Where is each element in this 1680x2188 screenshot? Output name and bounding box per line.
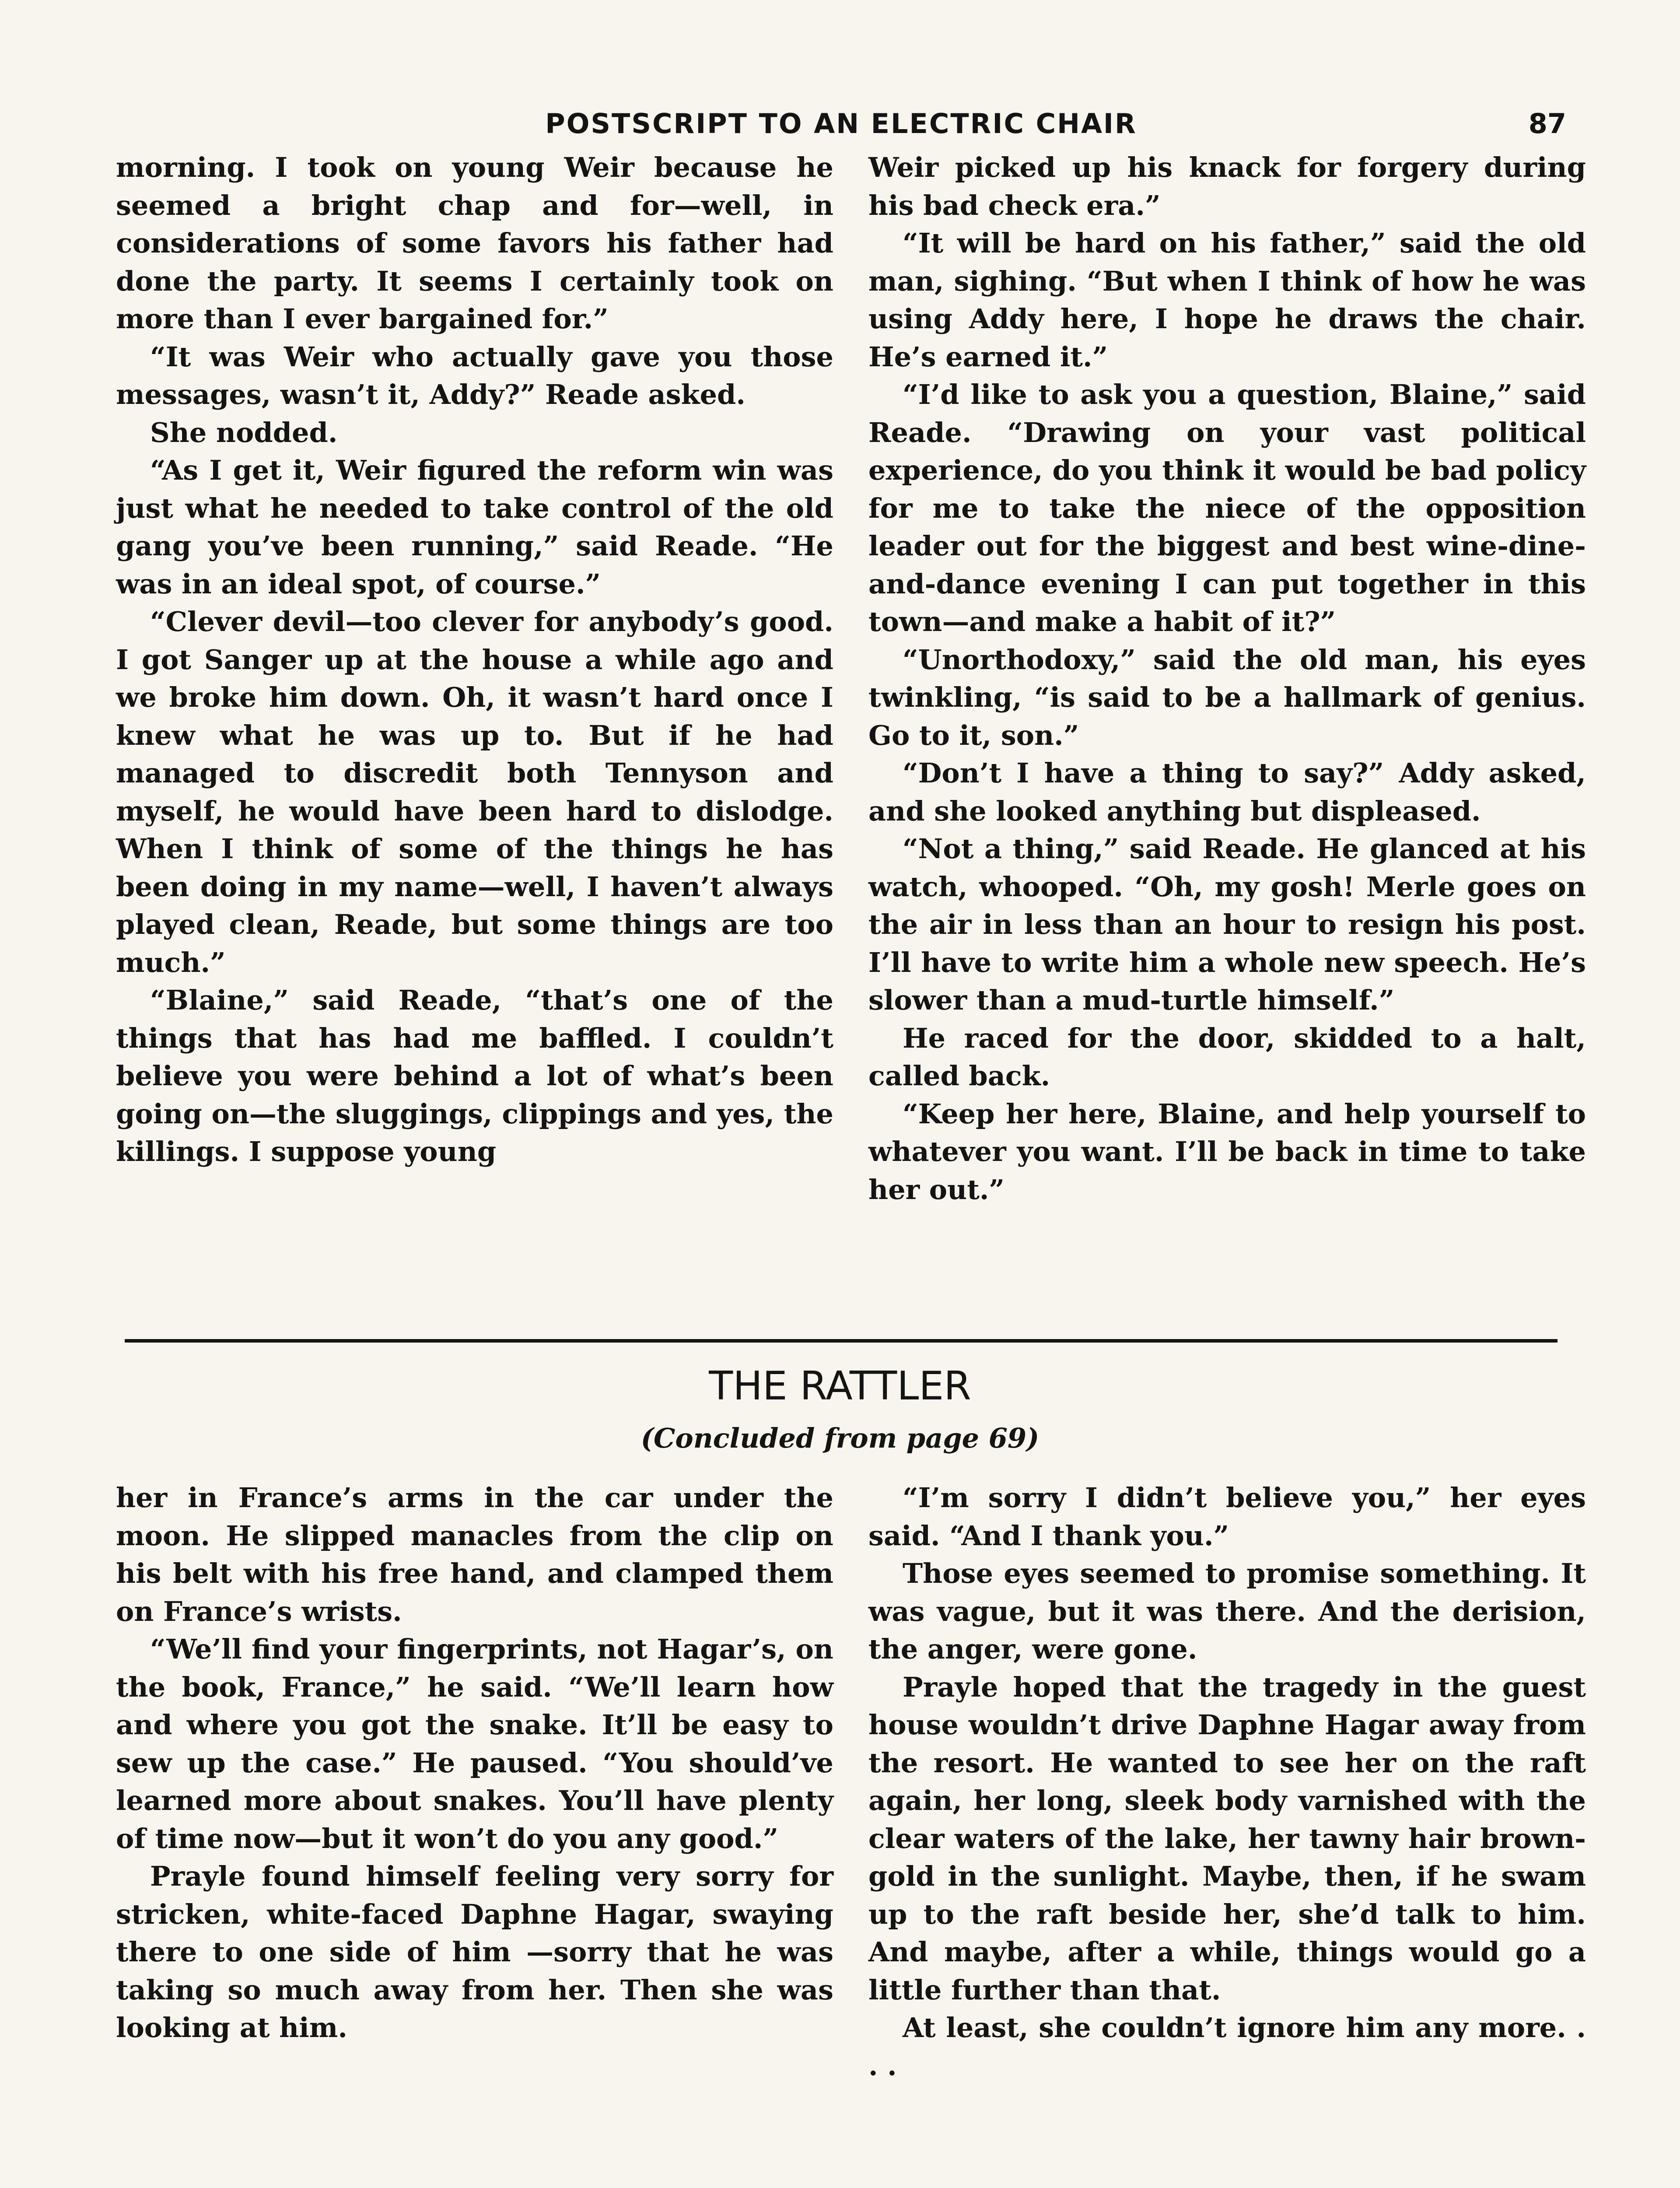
paragraph: He raced for the door, skidded to a halt, called back. [868, 1022, 1586, 1092]
paragraph: “I’d like to ask you a question, Blaine,” said Reade. “Drawing on your vast political experience, do you think it would be bad policy for me to take the niece of the opposition leader out for the biggest and best wine-dine-and-dance evening I can put together in this town—and make a habit of it?” [868, 379, 1586, 638]
paragraph: At least, she couldn’t ignore him any more. . . . [868, 2012, 1586, 2082]
paragraph: She nodded. [150, 416, 338, 449]
paragraph: “Blaine,” said Reade, “that’s one of the things that has had me baffled. I couldn’t believe you were behind a lot of what’s been going on—the sluggings, clippings and yes, the killings. I suppose young [116, 984, 833, 1168]
paragraph: “Don’t I have a thing to say?” Addy asked, and she looked anything but displeased. [868, 757, 1586, 827]
paragraph: morning. I took on young Weir because he seemed a bright chap and for—well, in considerations of some favors his father had done the party. It seems I certainly took on more than I ever bargained for.” [116, 151, 833, 335]
paragraph: “It was Weir who actually gave you those messages, wasn’t it, Addy?” Reade asked. [116, 340, 833, 410]
story2-left-column [116, 1479, 833, 2047]
story2-right-column [868, 1479, 1586, 2085]
paragraph: her in France’s arms in the car under the moon. He slipped manacles from the clip on his belt with his free hand, and clamped them on France’s wrists. [116, 1482, 833, 1627]
paragraph: Weir picked up his knack for forgery during his bad check era.” [868, 151, 1586, 221]
paragraph: Prayle hoped that the tragedy in the guest house wouldn’t drive Daphne Hagar away from the resort. He wanted to see her on the raft again, her long, sleek body varnished with the clear waters of the lake, her tawny hair brown-gold in the sunlight. Maybe, then, if he swam up to the raft beside her, she’d talk to him. And maybe, after a while, things would go a little further than that. [868, 1671, 1586, 2006]
paragraph: “As I get it, Weir figured the reform win was just what he needed to take control of the old gang you’ve been running,” said Reade. “He was in an ideal spot, of course.” [116, 454, 833, 600]
continuation-note: (Concluded from page 69) [640, 1422, 1040, 1454]
paragraph: “We’ll find your fingerprints, not Hagar’s, on the book, France,” he said. “We’ll learn how and where you got the snake. It’ll be easy to sew up the case.” He paused. “You should’ve learned more about snakes. You’ll have plenty of time now—but it won’t do you any good.” [116, 1633, 833, 1855]
paragraph: “Clever devil—too clever for anybody’s good. I got Sanger up at the house a while ago and we broke him down. Oh, it wasn’t hard once I knew what he was up to. But if he had managed to discredit both Tennyson and myself, he would have been hard to dislodge. When I think of some of the things he has been doing in my name—well, I haven’t always played clean, Reade, but some things are too much.” [116, 606, 833, 978]
paragraph: “Keep her here, Blaine, and help yourself to whatever you want. I’ll be back in time to take her out.” [868, 1098, 1586, 1206]
section-divider [125, 1339, 1558, 1343]
page-header [116, 100, 1566, 148]
story-title: THE RATTLER [709, 1363, 971, 1409]
page-number: 87 [1528, 108, 1566, 140]
paragraph: “Not a thing,” said Reade. He glanced at his watch, whooped. “Oh, my gosh! Merle goes on the air in less than an hour to resign his post. I’ll have to write him a whole new speech. He’s slower than a mud-turtle himself.” [868, 833, 1586, 1016]
paragraph: Prayle found himself feeling very sorry for stricken, white-faced Daphne Hagar, swaying there to one side of him —sorry that he was taking so much away from her. Then she was looking at him. [116, 1860, 833, 2044]
running-title: POSTSCRIPT TO AN ELECTRIC CHAIR [545, 108, 1137, 140]
story1-left-column [116, 149, 833, 1171]
story1-right-column [868, 149, 1586, 1209]
paragraph: “I’m sorry I didn’t believe you,” her eyes said. “And I thank you.” [868, 1482, 1586, 1552]
paragraph: “It will be hard on his father,” said the old man, sighing. “But when I think of how he was using Addy here, I hope he draws the chair. He’s earned it.” [868, 227, 1586, 373]
paragraph: “Unorthodoxy,” said the old man, his eyes twinkling, “is said to be a hallmark of genius. Go to it, son.” [868, 643, 1586, 751]
paragraph: Those eyes seemed to promise something. It was vague, but it was there. And the derision, the anger, were gone. [868, 1557, 1586, 1665]
